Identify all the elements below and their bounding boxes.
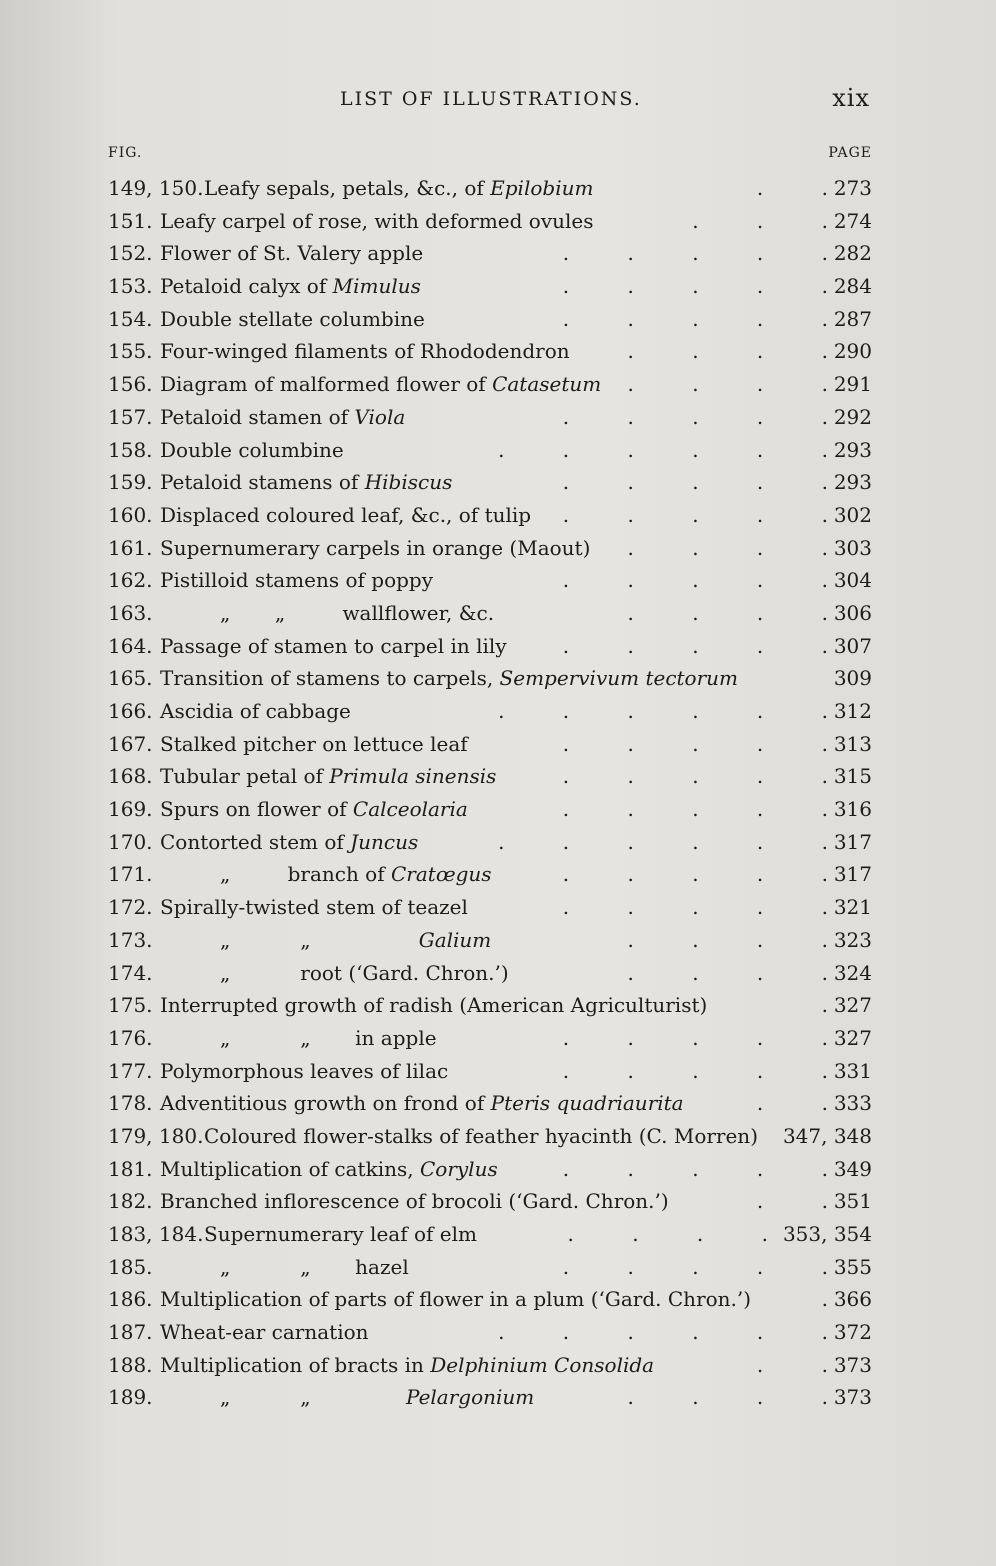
caption-italic-text: Primula sinensis [329, 764, 497, 789]
illustration-list [108, 172, 872, 1414]
figure-number: 163. [108, 600, 153, 625]
page-reference: 349 [833, 1156, 872, 1181]
leader-dots: . . . . . [562, 764, 828, 789]
illustration-caption [220, 1251, 409, 1283]
leader-dots: . . . . . [562, 731, 828, 756]
caption-text: Interrupted growth of radish (American Agriculturist) [160, 993, 708, 1018]
page-reference: 293 [833, 437, 872, 462]
list-item [108, 858, 872, 891]
caption-text: Multiplication of catkins, [160, 1156, 420, 1181]
caption-text: Passage of stamen to carpel in lily [160, 633, 507, 658]
figure-number: 155. [108, 339, 153, 364]
caption-text: Flower of St. Valery apple [160, 241, 424, 266]
illustration-caption [160, 401, 405, 433]
caption-italic-text: Mimulus [332, 274, 421, 299]
page-reference: 323 [833, 927, 872, 952]
page-reference: 317 [833, 862, 872, 887]
list-item [108, 1349, 872, 1382]
list-item [108, 499, 872, 532]
leader-dots: . . . . . [562, 1058, 828, 1083]
caption-italic-text: Epilobium [490, 176, 594, 200]
caption-text: Petaloid calyx of [160, 274, 333, 299]
leader-dots: . . . . . [562, 895, 828, 920]
illustration-caption [160, 989, 707, 1021]
caption-text: „ „ hazel [220, 1254, 409, 1279]
illustration-caption [220, 858, 492, 890]
leader-dots: . . . . . [562, 241, 828, 266]
illustration-caption [160, 270, 421, 302]
page-reference: 306 [833, 600, 872, 625]
list-item [108, 1055, 872, 1088]
caption-text: Contorted stem of [160, 829, 351, 854]
page-reference: 290 [833, 339, 872, 364]
figure-number: 179, 180. [108, 1123, 204, 1148]
list-item [108, 1218, 872, 1251]
figure-number: 183, 184. [108, 1222, 204, 1246]
caption-text: „ „ [220, 927, 419, 952]
leader-dots: . . . . [627, 960, 828, 985]
page-reference: 312 [833, 699, 872, 723]
illustration-caption [160, 760, 496, 792]
illustration-caption [160, 630, 507, 662]
page-reference: 347, 348 [782, 1123, 872, 1148]
figure-number: 167. [108, 731, 153, 756]
list-item [108, 989, 872, 1022]
leader-dots: . . . . . . [498, 437, 828, 462]
page-reference: 327 [833, 1025, 872, 1050]
caption-text: Supernumerary carpels in orange (Maout) [160, 535, 591, 560]
caption-text: Adventitious growth on frond of [160, 1091, 491, 1116]
figure-number: 165. [108, 666, 153, 691]
page-reference: 293 [833, 470, 872, 495]
caption-text: Polymorphous leaves of lilac [160, 1058, 449, 1083]
figure-number: 162. [108, 568, 153, 593]
caption-text: Wheat-ear carnation [160, 1320, 369, 1345]
caption-italic-text: Pteris quadriaurita [490, 1091, 684, 1116]
illustration-caption [160, 1283, 751, 1315]
list-item [108, 466, 872, 499]
caption-text: „ „ wallflower, &c. [220, 600, 495, 625]
list-item [108, 793, 872, 826]
leader-dots: . . . . . [562, 797, 828, 822]
illustration-caption [160, 335, 570, 367]
leader-dots: . . [756, 1189, 828, 1214]
page-reference: 291 [833, 372, 872, 397]
leader-dots: . . . . [627, 1385, 828, 1410]
illustration-caption [160, 1316, 369, 1348]
list-item [108, 630, 872, 663]
list-item [108, 1185, 872, 1218]
leader-dots: . . . . . [562, 1025, 828, 1050]
figure-number: 152. [108, 241, 153, 266]
figure-number: 172. [108, 895, 153, 920]
list-item [108, 1022, 872, 1055]
caption-italic-text: Hibiscus [364, 470, 453, 495]
list-item [108, 303, 872, 336]
illustration-caption [160, 237, 423, 269]
page-reference: 282 [833, 241, 872, 266]
leader-dots: . . . [692, 208, 828, 233]
leader-dots: . . . . . . [498, 829, 828, 854]
caption-text: Diagram of malformed flower of [160, 372, 493, 397]
list-item [108, 1251, 872, 1284]
caption-italic-text: Pelargonium [406, 1385, 535, 1410]
list-item [108, 205, 872, 238]
running-head [0, 84, 996, 118]
leader-dots: . . . . [567, 1222, 768, 1246]
leader-dots: . . . . . [562, 404, 828, 429]
leader-dots: . . . . . [562, 470, 828, 495]
illustration-caption [160, 793, 468, 825]
list-item [108, 1120, 872, 1153]
caption-text: Spurs on flower of [160, 797, 353, 822]
illustration-caption [220, 597, 494, 629]
caption-text: Petaloid stamen of [160, 404, 355, 429]
figure-number: 182. [108, 1189, 153, 1214]
illustration-caption [220, 1022, 437, 1054]
page-reference: 313 [833, 731, 872, 756]
page-reference: 284 [833, 274, 872, 299]
list-item [108, 335, 872, 368]
caption-text: Pistilloid stamens of poppy [160, 568, 434, 593]
leader-dots: . . . . . [562, 502, 828, 527]
figure-number: 178. [108, 1091, 153, 1116]
list-item [108, 1283, 872, 1316]
page-reference: 333 [833, 1091, 872, 1116]
figure-number: 187. [108, 1320, 153, 1345]
list-item [108, 564, 872, 597]
illustration-caption [160, 662, 738, 694]
leader-dots: . . . . . [562, 274, 828, 299]
figure-number: 170. [108, 829, 153, 854]
figure-number: 174. [108, 960, 153, 985]
page-reference: 353, 354 [782, 1222, 872, 1246]
illustration-caption [220, 924, 491, 956]
caption-text: Ascidia of cabbage [160, 699, 351, 723]
figure-number: 177. [108, 1058, 153, 1083]
figure-number: 156. [108, 372, 153, 397]
figure-number: 159. [108, 470, 153, 495]
caption-text: Transition of stamens to carpels, [160, 666, 500, 691]
figure-number: 173. [108, 927, 153, 952]
leader-dots: . . . . . [562, 862, 828, 887]
figure-number: 166. [108, 699, 153, 723]
figure-number: 176. [108, 1025, 153, 1050]
caption-text: Displaced coloured leaf, &c., of tulip [160, 502, 532, 527]
caption-italic-text: Viola [354, 404, 406, 429]
figure-number: 161. [108, 535, 153, 560]
illustration-caption [220, 1381, 534, 1413]
caption-text: Leafy sepals, petals, &c., of [204, 176, 491, 200]
caption-text: Stalked pitcher on lettuce leaf [160, 731, 468, 756]
page-reference: 331 [833, 1058, 872, 1083]
illustration-caption [160, 368, 601, 400]
leader-dots: . [821, 1287, 828, 1312]
caption-text: „ branch of [220, 862, 391, 887]
page-reference: 355 [833, 1254, 872, 1279]
illustration-caption [160, 1349, 654, 1381]
list-item [108, 695, 872, 728]
list-item [108, 597, 872, 630]
page-reference: 292 [833, 404, 872, 429]
page-reference: 321 [833, 895, 872, 920]
leader-dots: . . . . [627, 535, 828, 560]
caption-text: „ „ [220, 1385, 407, 1410]
list-item [108, 532, 872, 565]
page-reference: 373 [833, 1385, 872, 1410]
list-item [108, 826, 872, 859]
page-number: xix [832, 84, 870, 112]
page-reference: 327 [833, 993, 872, 1018]
list-item [108, 368, 872, 401]
illustration-caption [160, 205, 594, 237]
leader-dots: . . . . . [562, 568, 828, 593]
page-reference: 372 [833, 1320, 872, 1345]
caption-text: Multiplication of parts of flower in a plum (‘Gard. Chron.’) [160, 1287, 752, 1312]
illustration-caption [204, 172, 593, 204]
leader-dots: . . . . [627, 927, 828, 952]
illustration-caption [160, 1153, 498, 1185]
list-item [108, 172, 872, 205]
caption-italic-text: Calceolaria [352, 797, 468, 822]
page-reference: 304 [833, 568, 872, 593]
illustration-caption [160, 532, 590, 564]
caption-italic-text: Cratœgus [391, 862, 492, 887]
caption-italic-text: Galium [418, 927, 492, 952]
leader-dots: . . . . . . [498, 1320, 828, 1345]
page-reference: 307 [833, 633, 872, 658]
page-title: LIST OF ILLUSTRATIONS. [340, 88, 642, 110]
caption-text: Coloured flower-stalks of feather hyacinth (C. Morren) [204, 1123, 758, 1148]
list-item [108, 1316, 872, 1349]
figure-number: 164. [108, 633, 153, 658]
page-column-label: PAGE [828, 145, 872, 161]
page-reference: 373 [833, 1352, 872, 1377]
page-reference: 309 [833, 666, 872, 691]
illustration-caption [204, 1218, 477, 1250]
figure-number: 188. [108, 1352, 153, 1377]
caption-italic-text: Delphinium Consolida [430, 1352, 655, 1377]
caption-text: Petaloid stamens of [160, 470, 365, 495]
page-reference: 303 [833, 535, 872, 560]
leader-dots: . . . . . [562, 1156, 828, 1181]
caption-italic-text: Corylus [419, 1156, 498, 1181]
leader-dots: . [821, 993, 828, 1018]
page-reference: 317 [833, 829, 872, 854]
leader-dots: . . . . [627, 600, 828, 625]
list-item [108, 237, 872, 270]
figure-number: 168. [108, 764, 153, 789]
leader-dots: . . [756, 1352, 828, 1377]
illustration-caption [160, 695, 351, 727]
illustration-caption [160, 826, 418, 858]
figure-number: 157. [108, 404, 153, 429]
illustration-caption [160, 434, 344, 466]
list-item [108, 760, 872, 793]
illustration-caption [160, 1055, 448, 1087]
list-item [108, 662, 872, 695]
list-item [108, 1087, 872, 1120]
figure-number: 149, 150. [108, 176, 204, 200]
figure-number: 160. [108, 502, 153, 527]
figure-number: 185. [108, 1254, 153, 1279]
figure-number: 171. [108, 862, 153, 887]
list-item [108, 401, 872, 434]
illustration-caption [160, 564, 433, 596]
page-reference: 273 [833, 176, 872, 200]
figure-number: 181. [108, 1156, 153, 1181]
leader-dots: . . . . [627, 339, 828, 364]
list-item [108, 957, 872, 990]
caption-italic-text: Sempervivum tectorum [499, 666, 739, 691]
leader-dots: . . . . . . [498, 699, 828, 723]
list-item [108, 270, 872, 303]
caption-text: Four-winged filaments of Rhododendron [160, 339, 570, 364]
page-reference: 274 [833, 208, 872, 233]
caption-text: Double columbine [160, 437, 344, 462]
illustration-caption [160, 1185, 669, 1217]
list-item [108, 434, 872, 467]
page-reference: 315 [833, 764, 872, 789]
illustration-caption [220, 957, 509, 989]
page-reference: 316 [833, 797, 872, 822]
illustration-caption [160, 303, 425, 335]
leader-dots: . . [756, 176, 828, 200]
page-reference: 302 [833, 502, 872, 527]
illustration-caption [160, 728, 468, 760]
page-reference: 351 [833, 1189, 872, 1214]
page-reference: 287 [833, 306, 872, 331]
caption-text: Tubular petal of [160, 764, 330, 789]
leader-dots: . . [756, 1091, 828, 1116]
illustration-caption [160, 1087, 684, 1119]
caption-text: Spirally-twisted stem of teazel [160, 895, 468, 920]
figure-number: 153. [108, 274, 153, 299]
list-item [108, 891, 872, 924]
illustration-caption [204, 1120, 758, 1152]
illustration-caption [160, 499, 531, 531]
figure-number: 169. [108, 797, 153, 822]
caption-text: „ „ in apple [220, 1025, 437, 1050]
caption-text: Leafy carpel of rose, with deformed ovules [160, 208, 594, 233]
figure-number: 189. [108, 1385, 153, 1410]
caption-text: Double stellate columbine [160, 306, 425, 331]
page-reference: 366 [833, 1287, 872, 1312]
illustration-caption [160, 891, 468, 923]
illustration-caption [160, 466, 452, 498]
column-headers [108, 145, 872, 165]
caption-italic-text: Catasetum [492, 372, 602, 397]
list-item [108, 728, 872, 761]
figure-number: 158. [108, 437, 153, 462]
caption-text: Branched inflorescence of brocoli (‘Gard. Chron.’) [160, 1189, 669, 1214]
caption-text: Multiplication of bracts in [160, 1352, 431, 1377]
figure-number: 175. [108, 993, 153, 1018]
caption-text: Supernumerary leaf of elm [204, 1222, 477, 1246]
list-item [108, 1153, 872, 1186]
figure-number: 151. [108, 208, 153, 233]
caption-italic-text: Juncus [350, 829, 419, 854]
figure-number: 154. [108, 306, 153, 331]
leader-dots: . . . . [627, 372, 828, 397]
page-reference: 324 [833, 960, 872, 985]
list-item [108, 1381, 872, 1414]
leader-dots: . . . . . [562, 1254, 828, 1279]
leader-dots: . . . . . [562, 306, 828, 331]
fig-column-label: FIG. [108, 145, 143, 161]
caption-text: „ root (‘Gard. Chron.’) [220, 960, 509, 985]
leader-dots: . . . . . [562, 633, 828, 658]
list-item [108, 924, 872, 957]
figure-number: 186. [108, 1287, 153, 1312]
